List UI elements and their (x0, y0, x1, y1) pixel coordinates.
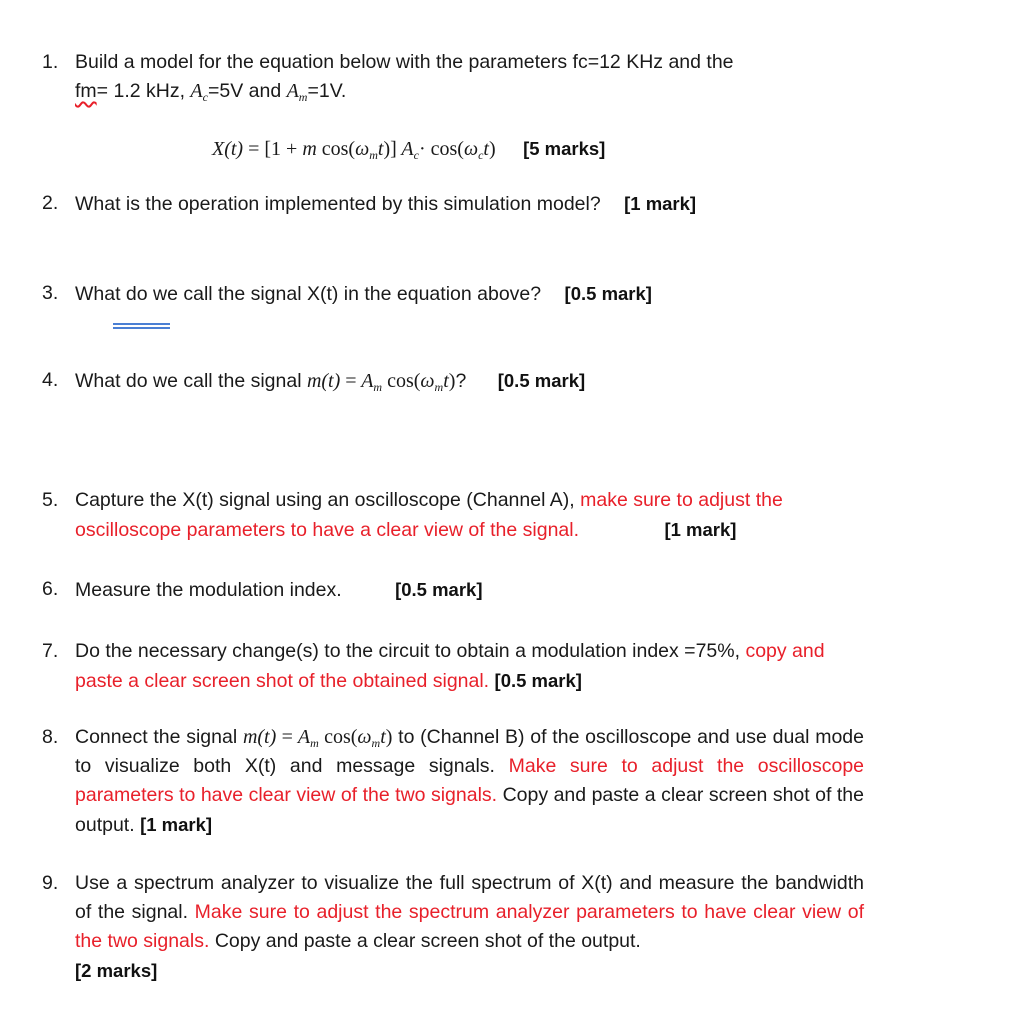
question-4 (42, 366, 864, 396)
question-text: Connect the signal (75, 726, 243, 748)
question-text: to (Channel B) of the oscilloscope and use dual mode to visualize both X(t) and message signals. (75, 726, 864, 777)
question-text: Use a spectrum analyzer to visualize the full spectrum of X(t) and measure the bandwidth of the signal. (75, 872, 864, 923)
question-3 (42, 279, 864, 309)
question-text: Do the necessary change(s) to the circuit to obtain a modulation index =75%, (75, 640, 746, 662)
question-highlight: oscilloscope parameters to have a clear view of the signal. (75, 519, 580, 541)
marks-label: [0.5 mark] (564, 283, 652, 304)
question-number: 4. (42, 369, 59, 391)
question-text: Copy and paste a clear screen shot of the output. (209, 930, 641, 952)
equation-line (212, 134, 605, 164)
question-highlight: Make sure to adjust the oscilloscope parameters to have clear view of the two signals. (75, 755, 865, 806)
marks-label: [0.5 mark] (395, 579, 483, 600)
double-underline (113, 323, 170, 329)
question-text: =5V and (207, 80, 287, 102)
question-text: Copy and paste a clear screen shot of the output. (75, 784, 865, 836)
question-highlight: Make sure to adjust the spectrum analyzer parameters to have clear view of the two signals. (75, 901, 864, 952)
marks-label: [5 marks] (523, 138, 606, 159)
question-text: Build a model for the equation below with the parameters fc=12 KHz and the (75, 51, 734, 73)
question-6 (42, 575, 864, 605)
question-number: 2. (42, 192, 59, 214)
question-text: What do we call the signal X(t) in the equation above? (75, 283, 542, 305)
question-highlight: make sure to adjust the (580, 489, 783, 511)
marks-label: [1 mark] (624, 193, 697, 214)
marks-label: [2 marks] (75, 960, 158, 981)
question-5 (42, 486, 864, 545)
question-text: ? (455, 370, 467, 392)
marks-label: [0.5 mark] (497, 370, 586, 391)
math-message-signal: $m(t) = A_m$ $\cos(\omega_mt)$ (306, 370, 456, 394)
question-number: 1. (42, 51, 59, 73)
question-text: Measure the modulation index. (75, 579, 342, 601)
question-text: What is the operation implemented by this simulation model? (75, 193, 601, 215)
question-text: = 1.2 kHz, (96, 80, 191, 102)
question-text: What do we call the signal (75, 370, 307, 392)
math-am: $A_m$ (286, 80, 308, 104)
math-ac: $A_c$ (190, 80, 208, 104)
question-highlight: copy and paste a clear screen shot of the obtained signal. (75, 640, 825, 692)
question-number: 6. (42, 578, 59, 600)
question-9 (42, 869, 864, 986)
question-8 (42, 723, 864, 840)
marks-label: [1 mark] (140, 814, 213, 835)
question-text: =1V. (307, 80, 347, 102)
question-number: 9. (42, 872, 59, 894)
question-number: 5. (42, 489, 59, 511)
question-number: 3. (42, 282, 59, 304)
marks-label: [0.5 mark] (494, 670, 582, 691)
question-7 (42, 637, 864, 696)
marks-label: [1 mark] (664, 519, 737, 540)
question-number: 7. (42, 640, 59, 662)
equation: X(t) = [1 + m $\cos(\omega_mt)$] $A_c\cdot \cos(\omega_ct)$ (212, 138, 496, 162)
question-text: Capture the X(t) signal using an oscilloscope (Channel A), (75, 489, 581, 511)
math-message-signal: $m(t) = A_m$ $\cos(\omega_mt)$ (242, 726, 393, 750)
question-1 (42, 48, 864, 106)
question-number: 8. (42, 726, 59, 748)
question-2 (42, 189, 864, 219)
spellcheck-word: fm (75, 80, 97, 102)
